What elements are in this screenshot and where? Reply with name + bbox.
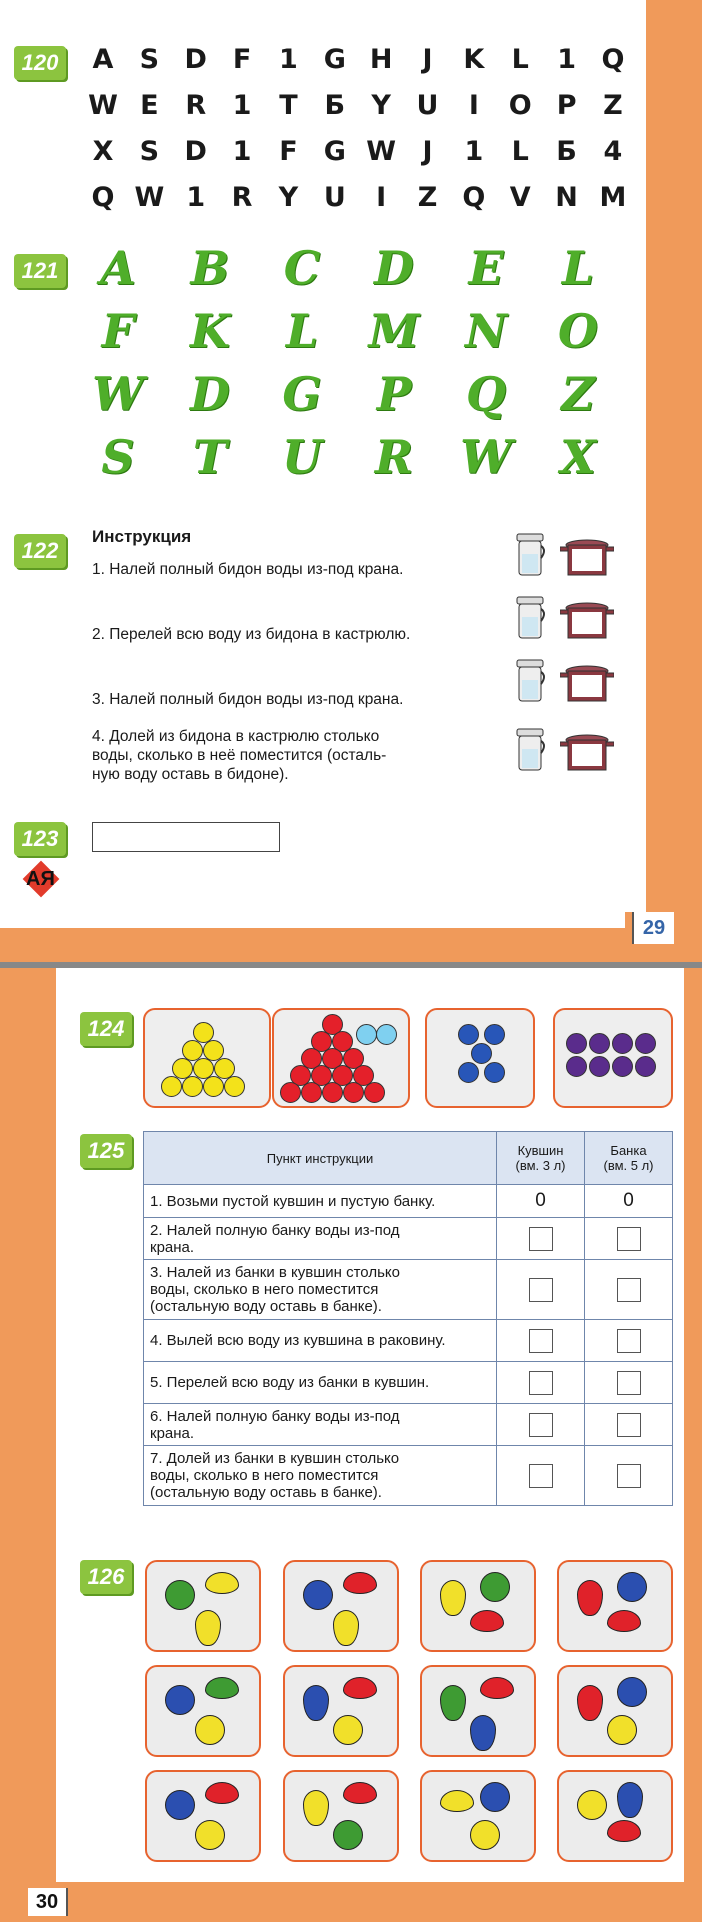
letter-row bbox=[88, 82, 628, 128]
colored-dot bbox=[343, 1082, 364, 1103]
letter-cell: W bbox=[88, 89, 118, 121]
gothic-letter: W bbox=[92, 366, 144, 421]
step-cell bbox=[144, 1260, 497, 1320]
jar-cell bbox=[585, 1260, 673, 1320]
jar-checkbox[interactable] bbox=[617, 1227, 641, 1251]
jug-checkbox[interactable] bbox=[529, 1227, 553, 1251]
gothic-letter: X bbox=[560, 429, 596, 484]
colored-dot bbox=[182, 1076, 203, 1097]
white-footer-strip bbox=[0, 912, 625, 928]
letter-cell: G bbox=[323, 43, 346, 75]
instruction-line: 4. Долей из бидона в кастрюлю столько bbox=[92, 728, 380, 745]
gothic-letter: O bbox=[557, 303, 599, 358]
table-row bbox=[144, 1404, 673, 1446]
exercise-122-badge: 122 bbox=[14, 534, 66, 568]
instruction-line: ную воду оставь в бидоне). bbox=[92, 766, 289, 783]
letter-grid-120 bbox=[88, 36, 628, 220]
jug-checkbox[interactable] bbox=[529, 1329, 553, 1353]
letter-cell: D bbox=[184, 135, 207, 167]
step-cell bbox=[144, 1320, 497, 1362]
orange-margin-right-strip bbox=[684, 968, 702, 1922]
letter-cell: Q bbox=[601, 43, 625, 75]
colored-dot bbox=[635, 1033, 656, 1054]
step-cell bbox=[144, 1218, 497, 1260]
apple-blue-icon bbox=[165, 1685, 195, 1715]
fruit-card bbox=[145, 1665, 261, 1757]
gothic-letter: U bbox=[281, 429, 323, 484]
apple-blue-icon bbox=[480, 1782, 510, 1812]
milk-can-icon bbox=[514, 656, 548, 704]
letter-cell: Y bbox=[371, 89, 391, 121]
step-line: 7. Долей из банки в кувшин столько bbox=[150, 1450, 400, 1467]
letter-cell: 1 bbox=[279, 43, 298, 75]
letter-cell: M bbox=[599, 181, 627, 213]
fruit-card bbox=[283, 1770, 399, 1862]
colored-dot bbox=[280, 1082, 301, 1103]
pot-icon bbox=[560, 733, 614, 773]
letter-cell: O bbox=[508, 89, 532, 121]
instruction-line: 1. Налей полный бидон воды из-под крана. bbox=[92, 561, 404, 578]
aya-logo bbox=[24, 862, 62, 900]
colored-dot bbox=[484, 1024, 505, 1045]
exercise-125-badge: 125 bbox=[80, 1134, 132, 1168]
exercise-124-badge: 124 bbox=[80, 1012, 132, 1046]
jug-cell bbox=[497, 1320, 585, 1362]
pot-icon bbox=[560, 601, 614, 641]
apple-yellow-icon bbox=[195, 1820, 225, 1850]
colored-dot bbox=[471, 1043, 492, 1064]
letter-cell: Y bbox=[278, 181, 299, 213]
table-row bbox=[144, 1446, 673, 1506]
gothic-letter: N bbox=[464, 303, 508, 358]
jar-checkbox[interactable] bbox=[617, 1464, 641, 1488]
table-row bbox=[144, 1218, 673, 1260]
letter-cell: 4 bbox=[603, 135, 623, 167]
gothic-row bbox=[88, 425, 608, 488]
apple-yellow-icon bbox=[195, 1715, 225, 1745]
letter-cell: W bbox=[366, 135, 397, 167]
letter-cell: I bbox=[376, 181, 387, 213]
step-line: (остальную воду оставь в банке). bbox=[150, 1298, 382, 1315]
table-row bbox=[144, 1362, 673, 1404]
gothic-letter: L bbox=[285, 303, 319, 358]
letter-cell: U bbox=[416, 89, 439, 121]
step-line: 5. Перелей всю воду из банки в кувшин. bbox=[150, 1374, 430, 1391]
colored-dot bbox=[484, 1062, 505, 1083]
pear-blue-icon bbox=[303, 1685, 329, 1721]
colored-dot bbox=[161, 1076, 182, 1097]
colored-dot bbox=[376, 1024, 397, 1045]
gothic-letter: L bbox=[561, 240, 595, 295]
pear-yellow-icon bbox=[333, 1610, 359, 1646]
table-row bbox=[144, 1320, 673, 1362]
colored-dot bbox=[458, 1024, 479, 1045]
letter-cell: L bbox=[511, 135, 529, 167]
apple-green-icon bbox=[165, 1580, 195, 1610]
letter-cell: Б bbox=[556, 135, 577, 167]
letter-cell: H bbox=[369, 43, 393, 75]
gothic-letter: C bbox=[283, 240, 321, 295]
letter-cell: F bbox=[279, 135, 298, 167]
letter-cell: E bbox=[140, 89, 159, 121]
colored-dot bbox=[589, 1033, 610, 1054]
letter-row bbox=[88, 128, 628, 174]
col-jar-header bbox=[585, 1132, 673, 1185]
jar-checkbox[interactable] bbox=[617, 1413, 641, 1437]
jug-header-line1: Кувшин bbox=[517, 1143, 564, 1158]
colored-dot bbox=[203, 1076, 224, 1097]
gothic-letter: F bbox=[101, 303, 135, 358]
orange-margin-right bbox=[646, 0, 702, 962]
gothic-row bbox=[88, 299, 608, 362]
gothic-letter: S bbox=[101, 429, 135, 484]
gothic-letter-grid-121 bbox=[88, 236, 608, 488]
gothic-letter: B bbox=[190, 240, 230, 295]
colored-dot bbox=[364, 1082, 385, 1103]
pear-red-icon bbox=[577, 1685, 603, 1721]
gothic-letter: A bbox=[100, 240, 136, 295]
letter-cell: 1 bbox=[186, 181, 206, 213]
lemon-yellow-icon bbox=[205, 1572, 239, 1594]
apple-blue-icon bbox=[617, 1677, 647, 1707]
exercise-120-badge: 120 bbox=[14, 46, 66, 80]
letter-cell: X bbox=[92, 135, 114, 167]
colored-dot bbox=[566, 1033, 587, 1054]
letter-cell: S bbox=[139, 135, 160, 167]
gothic-letter: R bbox=[374, 429, 414, 484]
jug-cell bbox=[497, 1362, 585, 1404]
letter-cell: U bbox=[323, 181, 346, 213]
page-number-30: 30 bbox=[28, 1888, 68, 1916]
jug-cell bbox=[497, 1260, 585, 1320]
fruit-card bbox=[145, 1560, 261, 1652]
letter-cell: 1 bbox=[464, 135, 484, 167]
instruction-step bbox=[92, 727, 492, 784]
jug-cell bbox=[497, 1218, 585, 1260]
step-cell bbox=[144, 1362, 497, 1404]
exercise-121-badge: 121 bbox=[14, 254, 66, 288]
fruit-card bbox=[145, 1770, 261, 1862]
fruit-card bbox=[557, 1560, 673, 1652]
gothic-letter: K bbox=[190, 303, 230, 358]
lemon-red-icon bbox=[470, 1610, 504, 1632]
step-line: 2. Налей полную банку воды из-под bbox=[150, 1221, 400, 1239]
pear-yellow-icon bbox=[195, 1610, 221, 1646]
gothic-letter: D bbox=[374, 240, 414, 295]
letter-cell: G bbox=[323, 135, 346, 167]
pear-red-icon bbox=[577, 1580, 603, 1616]
jar-cell bbox=[585, 1446, 673, 1506]
milk-can-icon bbox=[514, 725, 548, 773]
step-cell bbox=[144, 1446, 497, 1506]
letter-cell: L bbox=[511, 43, 529, 75]
colored-dot bbox=[301, 1082, 322, 1103]
letter-cell: D bbox=[184, 43, 207, 75]
gothic-letter: M bbox=[368, 303, 420, 358]
jar-cell bbox=[585, 1362, 673, 1404]
apple-green-icon bbox=[333, 1820, 363, 1850]
col-jug-header bbox=[497, 1132, 585, 1185]
jug-checkbox[interactable] bbox=[529, 1413, 553, 1437]
colored-dot bbox=[224, 1076, 245, 1097]
letter-cell: Z bbox=[417, 181, 438, 213]
orange-margin-bottom-strip bbox=[0, 1882, 702, 1922]
instruction-table-125 bbox=[143, 1131, 673, 1506]
answer-box-123[interactable] bbox=[92, 822, 280, 852]
colored-dot bbox=[612, 1033, 633, 1054]
step-line: воды, сколько в него поместится bbox=[150, 1281, 379, 1298]
fruit-card bbox=[420, 1770, 536, 1862]
letter-cell: S bbox=[139, 43, 160, 75]
jug-cell bbox=[497, 1446, 585, 1506]
milk-can-icon bbox=[514, 593, 548, 641]
exercise-126-badge: 126 bbox=[80, 1560, 132, 1594]
letter-cell: I bbox=[468, 89, 479, 121]
fruit-card bbox=[557, 1665, 673, 1757]
letter-cell: W bbox=[134, 181, 165, 213]
lemon-red-icon bbox=[607, 1820, 641, 1842]
instruction-step bbox=[92, 560, 492, 579]
jug-checkbox[interactable] bbox=[529, 1278, 553, 1302]
fruit-card bbox=[283, 1665, 399, 1757]
pot-icon bbox=[560, 538, 614, 578]
jar-header-line2: (вм. 5 л) bbox=[603, 1158, 654, 1173]
jug-header-line2: (вм. 3 л) bbox=[515, 1158, 566, 1173]
page-number-29: 29 bbox=[632, 912, 674, 944]
letter-cell: T bbox=[279, 89, 298, 121]
letter-cell: 1 bbox=[557, 43, 576, 75]
step-cell bbox=[144, 1404, 497, 1446]
colored-dot bbox=[589, 1056, 610, 1077]
instruction-line: 2. Перелей всю воду из бидона в кастрюлю. bbox=[92, 626, 411, 643]
gothic-letter: G bbox=[282, 366, 322, 421]
apple-blue-icon bbox=[303, 1580, 333, 1610]
gothic-letter: W bbox=[460, 429, 512, 484]
fruit-card bbox=[283, 1560, 399, 1652]
gothic-letter: Q bbox=[465, 366, 507, 421]
instruction-line: 3. Налей полный бидон воды из-под крана. bbox=[92, 691, 404, 708]
lemon-red-icon bbox=[343, 1782, 377, 1804]
letter-row bbox=[88, 174, 628, 220]
lemon-red-icon bbox=[480, 1677, 514, 1699]
letter-cell: 1 bbox=[232, 89, 252, 121]
instruction-step bbox=[92, 690, 492, 709]
apple-yellow-icon bbox=[333, 1715, 363, 1745]
step-line: 6. Налей полную банку воды из-под bbox=[150, 1407, 400, 1425]
step-line: 3. Налей из банки в кувшин столько bbox=[150, 1264, 400, 1281]
step-line: (остальную воду оставь в банке). bbox=[150, 1484, 382, 1501]
apple-blue-icon bbox=[165, 1790, 195, 1820]
apple-blue-icon bbox=[617, 1572, 647, 1602]
step-line: воды, сколько в него поместится bbox=[150, 1467, 379, 1484]
step-cell bbox=[144, 1185, 497, 1218]
letter-cell: K bbox=[463, 43, 485, 75]
letter-cell: Б bbox=[324, 89, 346, 121]
jug-cell bbox=[497, 1404, 585, 1446]
colored-dot bbox=[458, 1062, 479, 1083]
jar-value: 0 bbox=[623, 1190, 634, 1211]
jar-cell bbox=[585, 1320, 673, 1362]
step-line: крана. bbox=[150, 1424, 195, 1442]
letter-cell: P bbox=[556, 89, 577, 121]
aya-logo-text: АЯ bbox=[26, 868, 55, 890]
jug-checkbox[interactable] bbox=[529, 1371, 553, 1395]
gothic-letter: P bbox=[376, 366, 412, 421]
letter-cell: J bbox=[422, 135, 433, 167]
gothic-letter: Z bbox=[561, 366, 595, 421]
pot-icon bbox=[560, 664, 614, 704]
fruit-card bbox=[557, 1770, 673, 1862]
colored-dot bbox=[612, 1056, 633, 1077]
letter-cell: J bbox=[422, 43, 433, 75]
colored-dot bbox=[356, 1024, 377, 1045]
gothic-letter: D bbox=[190, 366, 230, 421]
step-line: 1. Возьми пустой кувшин и пустую банку. bbox=[150, 1192, 436, 1210]
pear-blue-icon bbox=[617, 1782, 643, 1818]
jar-checkbox[interactable] bbox=[617, 1371, 641, 1395]
jar-checkbox[interactable] bbox=[617, 1329, 641, 1353]
letter-cell: V bbox=[509, 181, 531, 213]
pear-yellow-icon bbox=[440, 1580, 466, 1616]
letter-cell: Z bbox=[603, 89, 623, 121]
jar-cell bbox=[585, 1185, 673, 1218]
letter-cell: Q bbox=[91, 181, 115, 213]
lemon-red-icon bbox=[205, 1782, 239, 1804]
jar-cell bbox=[585, 1404, 673, 1446]
step-line: крана. bbox=[150, 1238, 195, 1256]
lemon-red-icon bbox=[607, 1610, 641, 1632]
colored-dot bbox=[635, 1056, 656, 1077]
lemon-red-icon bbox=[343, 1677, 377, 1699]
pear-yellow-icon bbox=[303, 1790, 329, 1826]
jug-value: 0 bbox=[535, 1190, 546, 1211]
table-row bbox=[144, 1185, 673, 1218]
letter-cell: N bbox=[555, 181, 578, 213]
pear-green-icon bbox=[440, 1685, 466, 1721]
instruction-title: Инструкция bbox=[92, 527, 192, 546]
letter-cell: A bbox=[92, 43, 114, 75]
apple-green-icon bbox=[480, 1572, 510, 1602]
colored-dot bbox=[566, 1056, 587, 1077]
gothic-letter: E bbox=[468, 240, 504, 295]
colored-dot bbox=[322, 1082, 343, 1103]
instruction-step bbox=[92, 625, 492, 644]
jar-checkbox[interactable] bbox=[617, 1278, 641, 1302]
letter-cell: F bbox=[232, 43, 252, 75]
fruit-card bbox=[420, 1560, 536, 1652]
lemon-red-icon bbox=[343, 1572, 377, 1594]
letter-cell: R bbox=[185, 89, 207, 121]
gothic-letter: T bbox=[192, 429, 228, 484]
table-row bbox=[144, 1260, 673, 1320]
pear-blue-icon bbox=[470, 1715, 496, 1751]
col-step-header: Пункт инструкции bbox=[144, 1132, 497, 1185]
letter-cell: Q bbox=[462, 181, 486, 213]
lemon-yellow-icon bbox=[440, 1790, 474, 1812]
apple-yellow-icon bbox=[577, 1790, 607, 1820]
letter-cell: 1 bbox=[232, 135, 252, 167]
gothic-row bbox=[88, 236, 608, 299]
lemon-green-icon bbox=[205, 1677, 239, 1699]
letter-row bbox=[88, 36, 628, 82]
apple-yellow-icon bbox=[607, 1715, 637, 1745]
exercise-123-badge: 123 bbox=[14, 822, 66, 856]
apple-yellow-icon bbox=[470, 1820, 500, 1850]
milk-can-icon bbox=[514, 530, 548, 578]
fruit-card bbox=[420, 1665, 536, 1757]
jug-cell bbox=[497, 1185, 585, 1218]
jar-cell bbox=[585, 1218, 673, 1260]
orange-margin-left bbox=[0, 968, 56, 1922]
gothic-row bbox=[88, 362, 608, 425]
letter-cell: R bbox=[231, 181, 253, 213]
jug-checkbox[interactable] bbox=[529, 1464, 553, 1488]
jar-header-line1: Банка bbox=[610, 1143, 647, 1158]
step-line: 4. Вылей всю воду из кувшина в раковину. bbox=[150, 1332, 446, 1349]
instruction-line: воды, сколько в неё поместится (осталь- bbox=[92, 747, 387, 764]
